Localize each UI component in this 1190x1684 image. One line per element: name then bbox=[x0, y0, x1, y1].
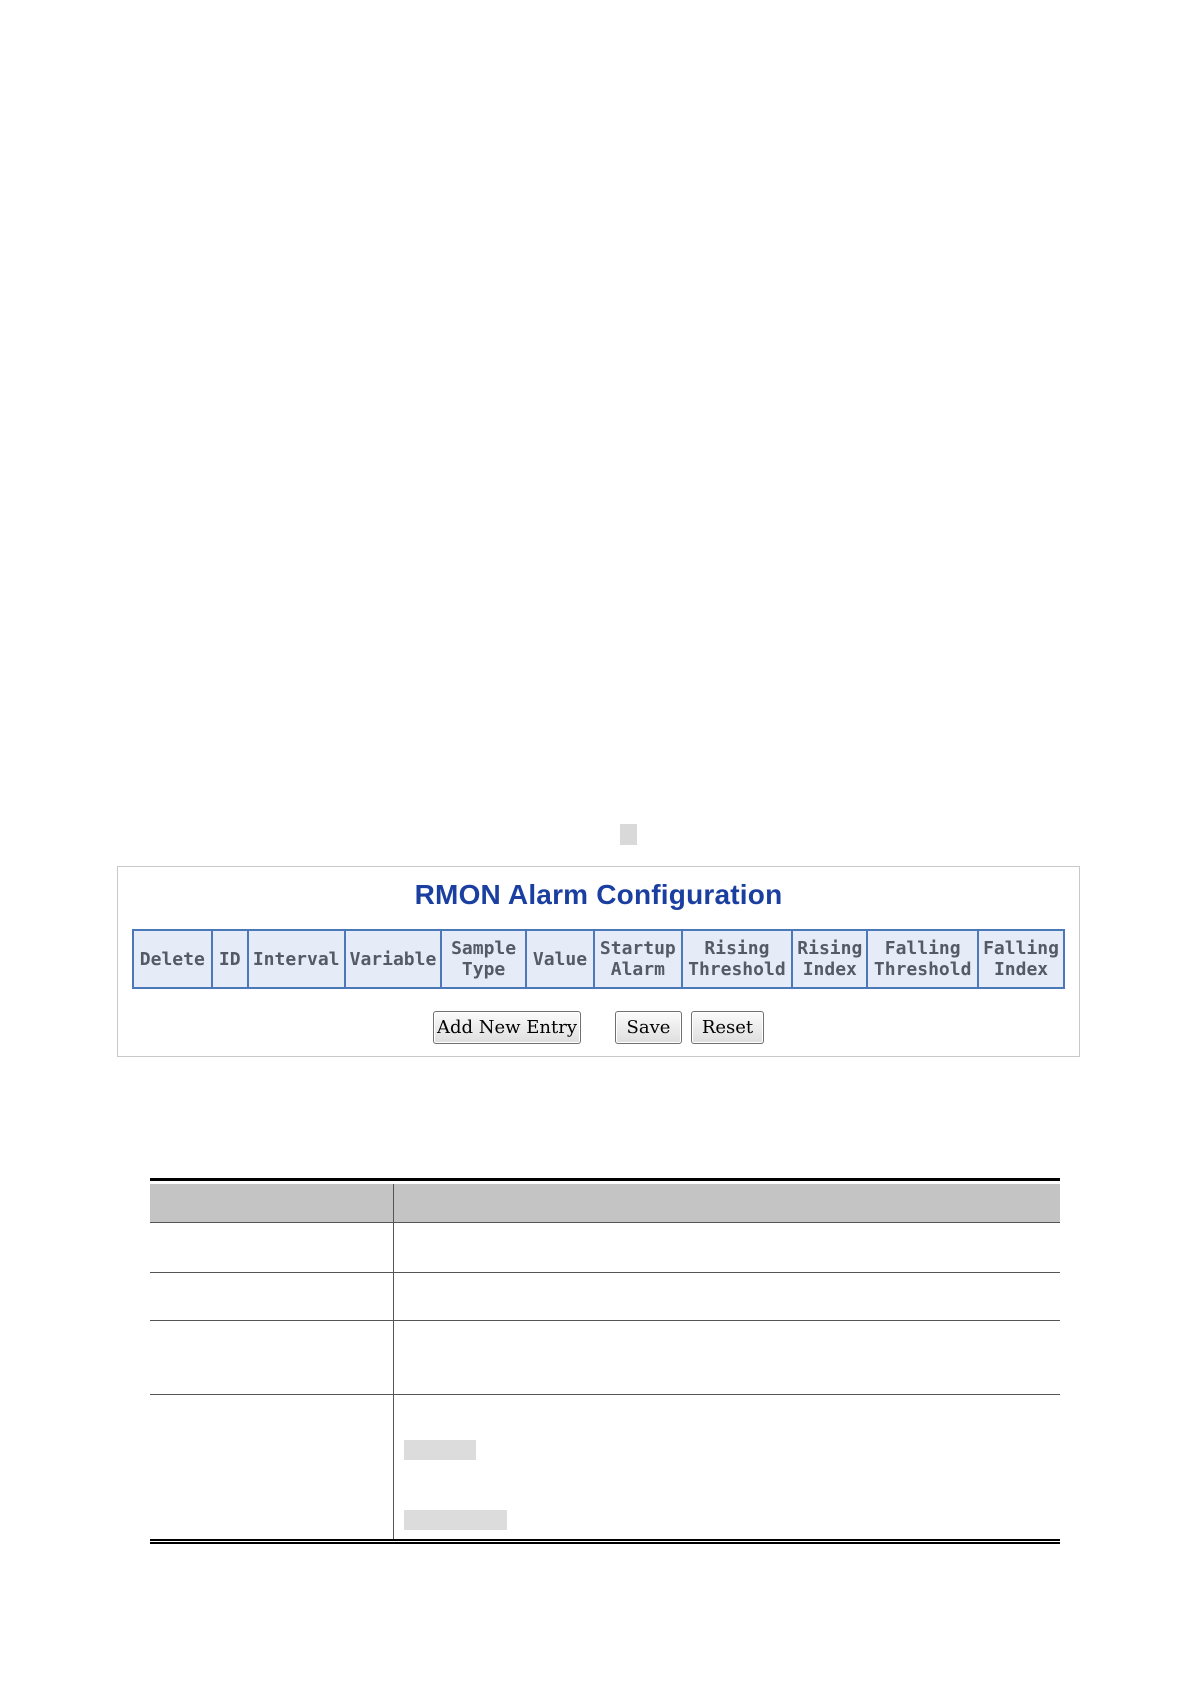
table-header bbox=[150, 1184, 1060, 1223]
table-top-rule bbox=[150, 1178, 1060, 1181]
col-id: ID bbox=[212, 930, 248, 988]
parameter-description-table bbox=[150, 1178, 1060, 1544]
col-rising-threshold: Rising Threshold bbox=[682, 930, 793, 988]
row-divider bbox=[150, 1320, 1060, 1321]
rmon-alarm-panel bbox=[117, 866, 1080, 1057]
col-delete: Delete bbox=[133, 930, 212, 988]
highlight-marker bbox=[620, 824, 637, 845]
alarm-config-table bbox=[132, 929, 1065, 989]
value-chip bbox=[404, 1510, 507, 1530]
col-variable: Variable bbox=[345, 930, 442, 988]
value-chip bbox=[404, 1440, 476, 1460]
add-new-entry-button[interactable]: Add New Entry bbox=[433, 1011, 581, 1044]
col-interval: Interval bbox=[248, 930, 345, 988]
col-falling-threshold: Falling Threshold bbox=[867, 930, 978, 988]
row-divider bbox=[150, 1394, 1060, 1395]
save-button[interactable]: Save bbox=[615, 1011, 682, 1044]
col-rising-index: Rising Index bbox=[792, 930, 867, 988]
col-falling-index: Falling Index bbox=[978, 930, 1064, 988]
row-divider bbox=[150, 1272, 1060, 1273]
col-startup-alarm: Startup Alarm bbox=[594, 930, 681, 988]
table-header-row bbox=[133, 930, 1064, 988]
col-sample-type: Sample Type bbox=[441, 930, 525, 988]
page-title: RMON Alarm Configuration bbox=[414, 879, 783, 910]
column-divider bbox=[393, 1184, 394, 1539]
table-bottom-rule bbox=[150, 1539, 1060, 1544]
reset-button[interactable]: Reset bbox=[691, 1011, 764, 1044]
col-value: Value bbox=[526, 930, 594, 988]
